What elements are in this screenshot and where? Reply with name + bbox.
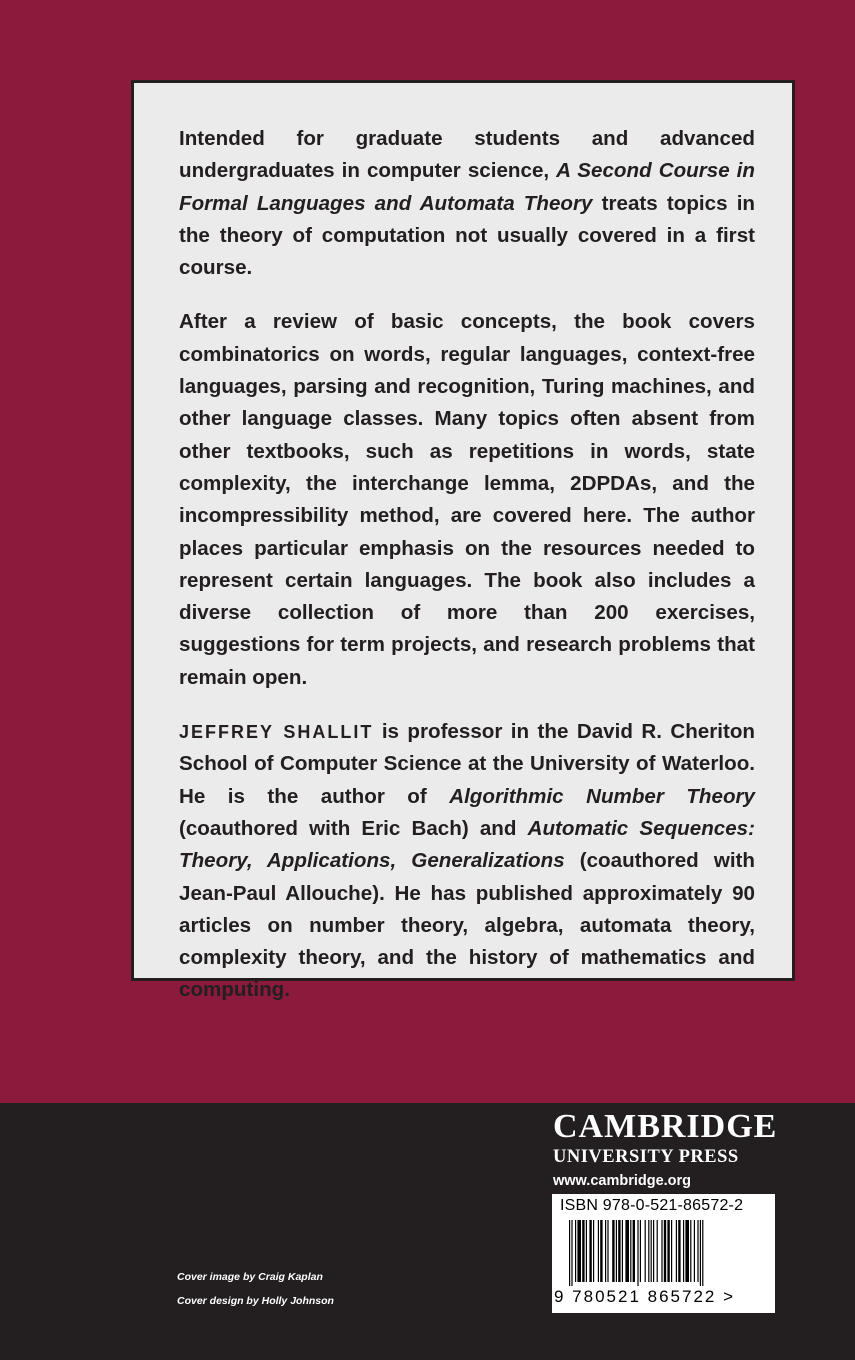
isbn-label: ISBN 978-0-521-86572-2 (560, 1197, 744, 1214)
barcode-bar (577, 1220, 581, 1282)
blurb-panel (131, 80, 795, 1002)
barcode-bar (702, 1220, 703, 1286)
barcode-bar (633, 1220, 635, 1282)
cover-credits (177, 1265, 334, 1313)
barcode-bar (616, 1220, 617, 1282)
isbn-barcode (552, 1194, 775, 1313)
barcode-bar (618, 1220, 620, 1282)
barcode-bar (598, 1220, 599, 1282)
barcode-bar (640, 1220, 641, 1282)
barcode-bar (589, 1220, 591, 1282)
blurb-paragraph-1: Intended for graduate students and advanced undergraduates in computer science, A Second Course in Formal Languages and Automata Theory treats topics in the theory of computation not usually covered in a first course. (179, 127, 755, 280)
barcode-bar (622, 1220, 623, 1282)
barcode-bar (683, 1220, 684, 1282)
barcode-bar (678, 1220, 680, 1282)
barcode-bar (625, 1220, 629, 1282)
blurb-text (179, 123, 755, 1029)
barcode-bar (605, 1220, 606, 1282)
barcode-bar (667, 1220, 669, 1282)
barcode-bar (664, 1220, 666, 1282)
publisher-subtitle: UNIVERSITY PRESS (553, 1147, 739, 1167)
barcode-bar (700, 1220, 701, 1286)
barcode-bar (676, 1220, 677, 1282)
barcode-bar (661, 1220, 662, 1282)
barcode-bar (671, 1220, 672, 1282)
barcode-bar (630, 1220, 631, 1282)
barcode-bar (593, 1220, 594, 1282)
barcode-bar (607, 1220, 608, 1282)
barcode-bar (569, 1220, 570, 1286)
publisher-name: CAMBRIDGE (553, 1108, 778, 1145)
publisher-url: www.cambridge.org (553, 1173, 692, 1189)
barcode-bar (694, 1220, 695, 1282)
book-title-1: Algorithmic Number Theory (449, 784, 756, 808)
barcode-bar (648, 1220, 649, 1282)
barcode-bar (697, 1220, 698, 1282)
barcode-bar (600, 1220, 602, 1282)
barcode-bar (651, 1220, 652, 1282)
cover-image-credit: Cover image by Craig Kaplan (177, 1271, 323, 1283)
barcode-bar (653, 1220, 654, 1282)
book-title: A Second Course in Formal Languages and Automata Theory (179, 159, 755, 215)
barcode-bars (569, 1220, 759, 1286)
barcode-bar (571, 1220, 572, 1286)
barcode-bar (685, 1220, 689, 1282)
barcode-bar (657, 1220, 658, 1282)
barcode-bar (582, 1220, 584, 1282)
barcode-bar (637, 1220, 638, 1286)
barcode-bar (612, 1220, 614, 1282)
barcode-bar (690, 1220, 691, 1282)
barcode-bar (575, 1220, 576, 1282)
book-title-2: Automatic Sequences: Theory, Applications, Generalizations (179, 816, 755, 873)
publisher-logo (553, 1108, 778, 1191)
barcode-bar (586, 1220, 587, 1282)
blurb-paragraph-2: After a review of basic concepts, the book covers combinatorics on words, regular languages, context-free languages, parsing and recognition, Turing machines, and other language classes. Many topics often absent from other textbooks, such as repetitions in words, state complexity, the interchange lemma, 2DPDAs, and the incompressibility method, are covered here. The author places particular emphasis on the resources needed to represent certain languages. The book also includes a diverse collection of more than 200 exercises, suggestions for term projects, and research problems that remain open. (179, 310, 755, 689)
author-name: JEFFREY SHALLIT (179, 722, 374, 743)
barcode-digits: 9 780521 865722 > (554, 1287, 736, 1306)
cover-design-credit: Cover design by Holly Johnson (177, 1295, 334, 1307)
author-bio: JEFFREY SHALLIT is professor in the David R. Cheriton School of Computer Science at the University of Waterloo. He is the author of Algorithmic Number Theory (coauthored with Eric Bach) and Automatic Sequences: Theory, Applications, Generalizations (coauthored with Jean-Paul Allouche). He has published approximately 90 articles on number theory, algebra, automata theory, complexity theory, and the history of mathematics and computing. (179, 720, 756, 1002)
barcode-bar (645, 1220, 646, 1282)
